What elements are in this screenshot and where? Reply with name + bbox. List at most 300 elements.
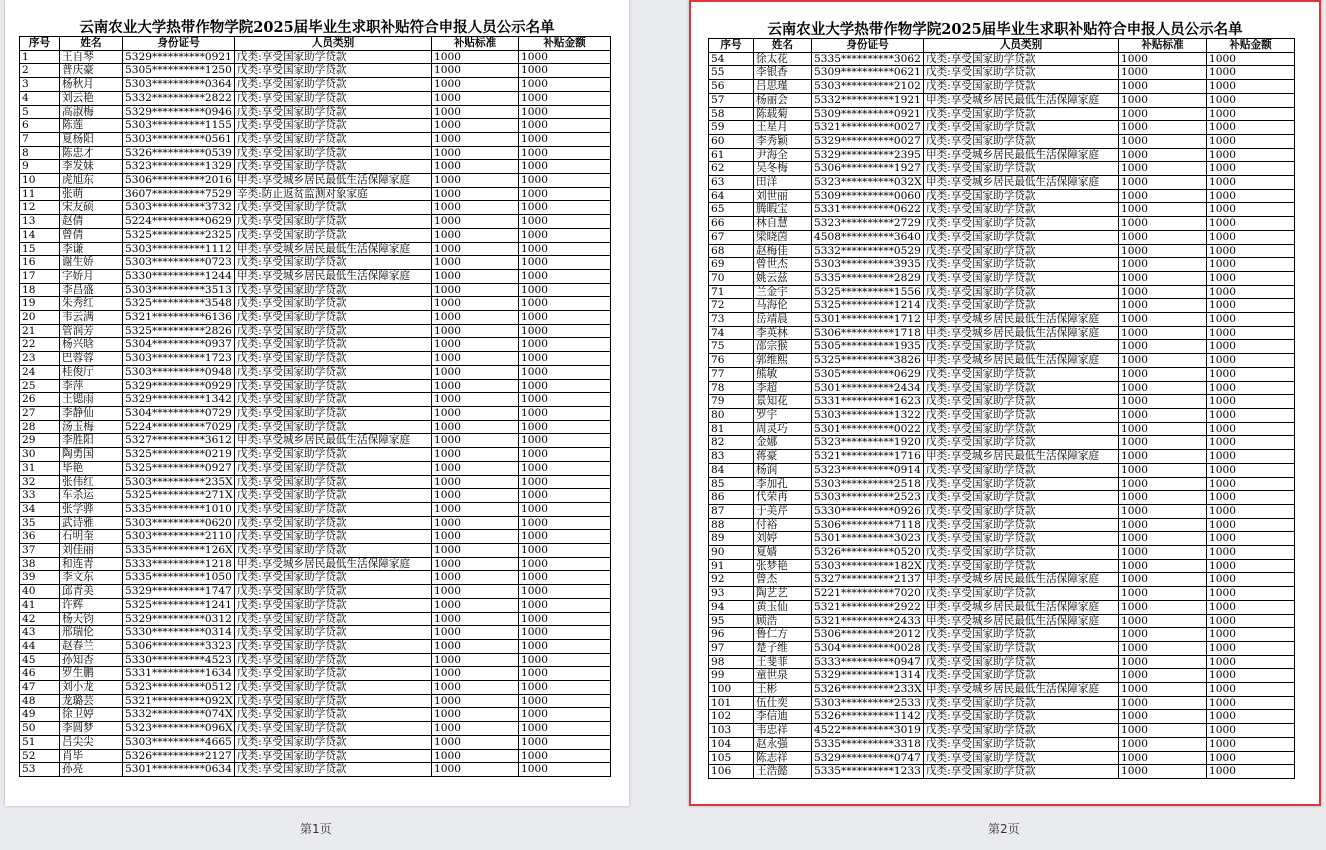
cell-amount: 1000: [1207, 614, 1295, 628]
cell-standard: 1000: [1119, 710, 1207, 724]
cell-category: 甲类:享受城乡居民最低生活保障家庭: [924, 326, 1119, 340]
cell-id-number: 5303**********1723: [123, 352, 235, 366]
cell-standard: 1000: [432, 571, 519, 585]
cell-id-number: 5335**********2829: [812, 271, 924, 285]
cell-index: 39: [20, 571, 60, 585]
cell-name: 刘佳丽: [60, 544, 123, 558]
cell-standard: 1000: [1119, 463, 1207, 477]
cell-index: 89: [709, 532, 754, 546]
header-id-number: 身份证号: [812, 39, 924, 53]
cell-id-number: 5303**********4665: [123, 735, 235, 749]
cell-name: 王斐菲: [754, 655, 812, 669]
cell-id-number: 5330**********0926: [812, 504, 924, 518]
cell-index: 30: [20, 448, 60, 462]
cell-standard: 1000: [1119, 724, 1207, 738]
table-row: [20, 598, 611, 612]
table-row: [709, 546, 1295, 560]
cell-category: 戊类:享受国家助学贷款: [924, 724, 1119, 738]
cell-category: 戊类:享受国家助学贷款: [924, 189, 1119, 203]
cell-standard: 1000: [1119, 52, 1207, 66]
cell-index: 84: [709, 463, 754, 477]
cell-category: 戊类:享受国家助学贷款: [924, 52, 1119, 66]
cell-index: 75: [709, 340, 754, 354]
cell-category: 戊类:享受国家助学贷款: [235, 160, 432, 174]
cell-standard: 1000: [1119, 655, 1207, 669]
cell-amount: 1000: [519, 406, 611, 420]
cell-index: 103: [709, 724, 754, 738]
cell-index: 59: [709, 121, 754, 135]
cell-amount: 1000: [1207, 354, 1295, 368]
cell-name: 毕艳: [60, 461, 123, 475]
cell-amount: 1000: [519, 174, 611, 188]
cell-name: 伍仕奕: [754, 696, 812, 710]
cell-id-number: 5224**********7029: [123, 420, 235, 434]
cell-category: 戊类:享受国家助学贷款: [924, 285, 1119, 299]
cell-index: 48: [20, 694, 60, 708]
cell-id-number: 5306**********2016: [123, 174, 235, 188]
cell-category: 甲类:享受城乡居民最低生活保障家庭: [924, 93, 1119, 107]
cell-id-number: 5329**********1314: [812, 669, 924, 683]
cell-name: 赵梅佳: [754, 244, 812, 258]
cell-name: 谢生娇: [60, 256, 123, 270]
cell-amount: 1000: [1207, 491, 1295, 505]
table-row: [20, 365, 611, 379]
cell-name: 李圆梦: [60, 722, 123, 736]
table-row: [709, 340, 1295, 354]
cell-standard: 1000: [1119, 669, 1207, 683]
cell-id-number: 5303**********2523: [812, 491, 924, 505]
cell-standard: 1000: [1119, 737, 1207, 751]
cell-category: 戊类:享受国家助学贷款: [235, 461, 432, 475]
cell-index: 97: [709, 641, 754, 655]
cell-standard: 1000: [432, 379, 519, 393]
cell-standard: 1000: [432, 256, 519, 270]
cell-category: 戊类:享受国家助学贷款: [924, 559, 1119, 573]
cell-category: 辛类:防止返贫监测对象家庭: [235, 187, 432, 201]
table-row: [20, 64, 611, 78]
cell-amount: 1000: [1207, 107, 1295, 121]
cell-name: 吴冬梅: [754, 162, 812, 176]
cell-index: 101: [709, 696, 754, 710]
cell-amount: 1000: [519, 105, 611, 119]
table-row: [709, 751, 1295, 765]
cell-amount: 1000: [519, 393, 611, 407]
table-row: [709, 258, 1295, 272]
document-page-2[interactable]: [689, 0, 1321, 806]
table-row: [709, 52, 1295, 66]
table-row: [20, 708, 611, 722]
cell-index: 77: [709, 367, 754, 381]
table-row: [20, 585, 611, 599]
cell-standard: 1000: [432, 242, 519, 256]
cell-amount: 1000: [519, 160, 611, 174]
table-row: [20, 160, 611, 174]
table-row: [20, 653, 611, 667]
table-row: [709, 696, 1295, 710]
table-row: [20, 667, 611, 681]
cell-standard: 1000: [432, 448, 519, 462]
cell-standard: 1000: [432, 119, 519, 133]
cell-standard: 1000: [432, 50, 519, 64]
cell-amount: 1000: [519, 434, 611, 448]
cell-amount: 1000: [1207, 271, 1295, 285]
table-row: [20, 283, 611, 297]
cell-index: 17: [20, 269, 60, 283]
cell-amount: 1000: [519, 763, 611, 777]
cell-id-number: 5321**********1716: [812, 450, 924, 464]
cell-standard: 1000: [1119, 258, 1207, 272]
cell-name: 和连青: [60, 557, 123, 571]
table-row: [709, 189, 1295, 203]
cell-standard: 1000: [432, 544, 519, 558]
cell-name: 杨润: [754, 463, 812, 477]
cell-id-number: 5303**********0364: [123, 78, 235, 92]
cell-index: 49: [20, 708, 60, 722]
table-row: [20, 639, 611, 653]
cell-index: 81: [709, 422, 754, 436]
header-category: 人员类别: [235, 37, 432, 51]
cell-name: 张学骅: [60, 502, 123, 516]
cell-standard: 1000: [1119, 546, 1207, 560]
cell-index: 96: [709, 628, 754, 642]
cell-standard: 1000: [432, 160, 519, 174]
cell-index: 24: [20, 365, 60, 379]
cell-name: 龙璐芸: [60, 694, 123, 708]
document-page-1[interactable]: [5, 0, 629, 806]
cell-standard: 1000: [1119, 518, 1207, 532]
page-number-label: 第2页: [988, 822, 1020, 836]
table-row: [709, 532, 1295, 546]
table-row: [709, 162, 1295, 176]
table-row: [709, 737, 1295, 751]
cell-index: 56: [709, 80, 754, 94]
cell-name: 兰金宇: [754, 285, 812, 299]
cell-id-number: 5303**********2110: [123, 530, 235, 544]
cell-index: 53: [20, 763, 60, 777]
cell-amount: 1000: [519, 324, 611, 338]
cell-standard: 1000: [1119, 148, 1207, 162]
table-row: [709, 354, 1295, 368]
table-row: [709, 655, 1295, 669]
cell-standard: 1000: [1119, 299, 1207, 313]
cell-name: 杨秋月: [60, 78, 123, 92]
cell-name: 夏嫱: [754, 546, 812, 560]
table-body: [20, 50, 611, 776]
cell-index: 41: [20, 598, 60, 612]
cell-standard: 1000: [432, 338, 519, 352]
cell-id-number: 5329**********1747: [123, 585, 235, 599]
cell-id-number: 5306**********7118: [812, 518, 924, 532]
cell-standard: 1000: [1119, 436, 1207, 450]
cell-amount: 1000: [1207, 340, 1295, 354]
table-row: [709, 203, 1295, 217]
cell-id-number: 5331**********1623: [812, 395, 924, 409]
table-row: [20, 352, 611, 366]
cell-category: 戊类:享受国家助学贷款: [924, 299, 1119, 313]
cell-amount: 1000: [519, 639, 611, 653]
cell-category: 戊类:享受国家助学贷款: [924, 751, 1119, 765]
cell-index: 11: [20, 187, 60, 201]
cell-id-number: 5303**********0620: [123, 516, 235, 530]
cell-standard: 1000: [1119, 189, 1207, 203]
cell-category: 戊类:享受国家助学贷款: [235, 132, 432, 146]
cell-amount: 1000: [1207, 313, 1295, 327]
cell-name: 杨天钧: [60, 612, 123, 626]
cell-category: 戊类:享受国家助学贷款: [924, 710, 1119, 724]
cell-id-number: 5301**********1712: [812, 313, 924, 327]
cell-category: 戊类:享受国家助学贷款: [235, 708, 432, 722]
table-row: [709, 477, 1295, 491]
cell-name: 李秀颖: [754, 134, 812, 148]
cell-category: 戊类:享受国家助学贷款: [235, 735, 432, 749]
cell-amount: 1000: [1207, 121, 1295, 135]
cell-category: 甲类:享受城乡居民最低生活保障家庭: [924, 148, 1119, 162]
cell-id-number: 5325**********1241: [123, 598, 235, 612]
table-row: [20, 174, 611, 188]
cell-standard: 1000: [432, 283, 519, 297]
cell-category: 甲类:享受城乡居民最低生活保障家庭: [235, 174, 432, 188]
cell-standard: 1000: [1119, 230, 1207, 244]
table-row: [20, 749, 611, 763]
cell-name: 付裕: [754, 518, 812, 532]
table-row: [709, 504, 1295, 518]
table-row: [20, 146, 611, 160]
cell-amount: 1000: [1207, 683, 1295, 697]
cell-amount: 1000: [519, 297, 611, 311]
cell-amount: 1000: [1207, 477, 1295, 491]
cell-id-number: 5335**********126X: [123, 544, 235, 558]
cell-name: 楚子维: [754, 641, 812, 655]
cell-index: 2: [20, 64, 60, 78]
cell-category: 戊类:享受国家助学贷款: [924, 395, 1119, 409]
cell-id-number: 4522**********3019: [812, 724, 924, 738]
cell-category: 甲类:享受城乡居民最低生活保障家庭: [924, 354, 1119, 368]
cell-index: 20: [20, 311, 60, 325]
cell-standard: 1000: [1119, 628, 1207, 642]
table-row: [709, 134, 1295, 148]
cell-index: 61: [709, 148, 754, 162]
cell-category: 戊类:享受国家助学贷款: [924, 696, 1119, 710]
table-row: [20, 105, 611, 119]
cell-name: 熊敏: [754, 367, 812, 381]
cell-id-number: 5303**********0948: [123, 365, 235, 379]
table-row: [20, 722, 611, 736]
cell-standard: 1000: [432, 653, 519, 667]
cell-name: 夏杨阳: [60, 132, 123, 146]
cell-amount: 1000: [519, 119, 611, 133]
header-category: 人员类别: [924, 39, 1119, 53]
cell-id-number: 5321**********2433: [812, 614, 924, 628]
cell-category: 甲类:享受城乡居民最低生活保障家庭: [235, 557, 432, 571]
cell-category: 戊类:享受国家助学贷款: [924, 765, 1119, 779]
cell-name: 韦忠祥: [754, 724, 812, 738]
cell-index: 26: [20, 393, 60, 407]
cell-amount: 1000: [519, 667, 611, 681]
cell-amount: 1000: [1207, 450, 1295, 464]
cell-category: 戊类:享受国家助学贷款: [235, 489, 432, 503]
cell-standard: 1000: [1119, 134, 1207, 148]
cell-id-number: 5330**********1244: [123, 269, 235, 283]
table-row: [20, 681, 611, 695]
cell-name: 王彬: [754, 683, 812, 697]
cell-index: 63: [709, 176, 754, 190]
cell-category: 戊类:享受国家助学贷款: [924, 628, 1119, 642]
cell-amount: 1000: [1207, 148, 1295, 162]
cell-standard: 1000: [432, 639, 519, 653]
cell-id-number: 5321**********092X: [123, 694, 235, 708]
cell-index: 67: [709, 230, 754, 244]
cell-index: 40: [20, 585, 60, 599]
cell-category: 戊类:享受国家助学贷款: [924, 669, 1119, 683]
cell-category: 戊类:享受国家助学贷款: [235, 585, 432, 599]
cell-amount: 1000: [1207, 80, 1295, 94]
cell-amount: 1000: [519, 722, 611, 736]
cell-category: 戊类:享受国家助学贷款: [924, 422, 1119, 436]
cell-name: 郭维熙: [754, 354, 812, 368]
cell-category: 戊类:享受国家助学贷款: [235, 639, 432, 653]
table-row: [20, 448, 611, 462]
cell-index: 106: [709, 765, 754, 779]
table-row: [709, 107, 1295, 121]
cell-name: 梁晓茵: [754, 230, 812, 244]
cell-standard: 1000: [1119, 532, 1207, 546]
cell-index: 71: [709, 285, 754, 299]
cell-amount: 1000: [1207, 367, 1295, 381]
cell-name: 徐卫婷: [60, 708, 123, 722]
cell-standard: 1000: [432, 598, 519, 612]
cell-amount: 1000: [519, 598, 611, 612]
cell-index: 21: [20, 324, 60, 338]
cell-amount: 1000: [1207, 655, 1295, 669]
cell-name: 武诗雅: [60, 516, 123, 530]
cell-name: 管润芳: [60, 324, 123, 338]
cell-category: 戊类:享受国家助学贷款: [235, 283, 432, 297]
cell-category: 戊类:享受国家助学贷款: [235, 749, 432, 763]
cell-id-number: 5329**********0921: [123, 50, 235, 64]
cell-index: 13: [20, 215, 60, 229]
cell-id-number: 5323**********1920: [812, 436, 924, 450]
cell-standard: 1000: [432, 502, 519, 516]
table-row: [709, 217, 1295, 231]
cell-index: 43: [20, 626, 60, 640]
cell-standard: 1000: [1119, 573, 1207, 587]
cell-id-number: 5301**********3023: [812, 532, 924, 546]
cell-name: 陈莲: [60, 119, 123, 133]
cell-name: 字娇月: [60, 269, 123, 283]
cell-name: 虎旭东: [60, 174, 123, 188]
cell-amount: 1000: [1207, 532, 1295, 546]
cell-id-number: 5327**********3612: [123, 434, 235, 448]
cell-amount: 1000: [1207, 710, 1295, 724]
table-row: [709, 641, 1295, 655]
cell-amount: 1000: [1207, 518, 1295, 532]
cell-id-number: 5331**********1634: [123, 667, 235, 681]
cell-name: 刘婷: [754, 532, 812, 546]
cell-id-number: 5321**********6136: [123, 311, 235, 325]
table-row: [20, 544, 611, 558]
cell-name: 李加孔: [754, 477, 812, 491]
cell-index: 42: [20, 612, 60, 626]
cell-amount: 1000: [1207, 176, 1295, 190]
cell-index: 4: [20, 91, 60, 105]
cell-name: 汤玉梅: [60, 420, 123, 434]
cell-index: 37: [20, 544, 60, 558]
cell-standard: 1000: [432, 557, 519, 571]
table-row: [20, 475, 611, 489]
cell-category: 戊类:享受国家助学贷款: [924, 491, 1119, 505]
cell-amount: 1000: [519, 352, 611, 366]
table-row: [709, 395, 1295, 409]
cell-id-number: 5325**********0219: [123, 448, 235, 462]
table-row: [20, 489, 611, 503]
table-row: [20, 420, 611, 434]
cell-index: 70: [709, 271, 754, 285]
cell-id-number: 5326**********233X: [812, 683, 924, 697]
cell-name: 曾倩: [60, 228, 123, 242]
cell-standard: 1000: [1119, 271, 1207, 285]
cell-standard: 1000: [432, 352, 519, 366]
header-standard: 补贴标准: [1119, 39, 1207, 53]
cell-index: 47: [20, 681, 60, 695]
cell-id-number: 5323**********0914: [812, 463, 924, 477]
cell-name: 赵春兰: [60, 639, 123, 653]
cell-category: 戊类:享受国家助学贷款: [235, 530, 432, 544]
cell-amount: 1000: [519, 228, 611, 242]
cell-amount: 1000: [519, 708, 611, 722]
table-row: [20, 502, 611, 516]
cell-id-number: 5327**********2137: [812, 573, 924, 587]
cell-category: 戊类:享受国家助学贷款: [235, 448, 432, 462]
cell-id-number: 5309**********0621: [812, 66, 924, 80]
cell-standard: 1000: [1119, 313, 1207, 327]
cell-amount: 1000: [519, 735, 611, 749]
cell-standard: 1000: [1119, 162, 1207, 176]
table-row: [20, 406, 611, 420]
cell-amount: 1000: [1207, 546, 1295, 560]
table-row: [20, 338, 611, 352]
table-header-row: [709, 39, 1295, 53]
cell-id-number: 5325**********1556: [812, 285, 924, 299]
cell-category: 戊类:享受国家助学贷款: [235, 228, 432, 242]
cell-standard: 1000: [1119, 600, 1207, 614]
cell-amount: 1000: [519, 311, 611, 325]
cell-name: 宋友硕: [60, 201, 123, 215]
cell-category: 戊类:享受国家助学贷款: [235, 64, 432, 78]
cell-id-number: 5303**********2518: [812, 477, 924, 491]
cell-name: 邵宗猴: [754, 340, 812, 354]
cell-index: 87: [709, 504, 754, 518]
cell-standard: 1000: [1119, 614, 1207, 628]
cell-standard: 1000: [432, 406, 519, 420]
cell-index: 12: [20, 201, 60, 215]
cell-name: 李昌盛: [60, 283, 123, 297]
table-row: [709, 244, 1295, 258]
table-row: [709, 683, 1295, 697]
cell-amount: 1000: [1207, 463, 1295, 477]
table-row: [20, 242, 611, 256]
cell-name: 陈忠才: [60, 146, 123, 160]
cell-id-number: 5331**********0622: [812, 203, 924, 217]
cell-category: 戊类:享受国家助学贷款: [235, 544, 432, 558]
cell-standard: 1000: [432, 132, 519, 146]
cell-standard: 1000: [432, 722, 519, 736]
cell-index: 88: [709, 518, 754, 532]
cell-amount: 1000: [519, 571, 611, 585]
cell-id-number: 5332**********074X: [123, 708, 235, 722]
cell-category: 戊类:享受国家助学贷款: [235, 694, 432, 708]
cell-id-number: 5306**********2012: [812, 628, 924, 642]
cell-name: 徐太花: [754, 52, 812, 66]
